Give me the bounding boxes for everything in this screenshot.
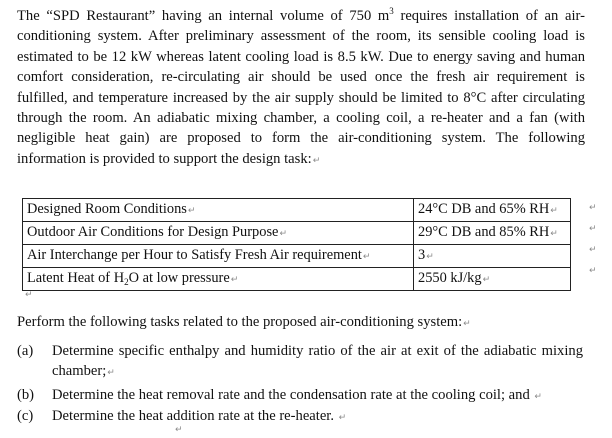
cell-mark-icon: ↵ xyxy=(230,275,239,285)
table-cell-value: 29°C DB and 85% RH↵ xyxy=(414,222,571,245)
task-text: Determine the heat addition rate at the re-heater. ↵ xyxy=(52,408,347,424)
empty-paragraph-mark-icon: ↵ xyxy=(25,290,33,300)
paragraph-mark-icon: ↵ xyxy=(107,368,115,378)
cubic-exponent: 3 xyxy=(389,6,394,16)
task-item-a xyxy=(17,341,583,383)
task-text: Determine specific enthalpy and humidity ratio of the air at exit of the adiabatic mixing chamber;↵ xyxy=(52,343,583,379)
row-end-mark-icon: ↵ xyxy=(589,203,597,213)
task-label: (c) xyxy=(17,408,34,424)
cell-mark-icon: ↵ xyxy=(279,229,287,239)
table-cell-label: Designed Room Conditions↵ xyxy=(23,199,414,222)
row-end-mark-icon: ↵ xyxy=(589,224,597,234)
table-cell-label: Outdoor Air Conditions for Design Purpose↵ xyxy=(23,222,414,245)
problem-statement xyxy=(17,6,585,171)
empty-paragraph-mark-icon: ↵ xyxy=(175,425,183,435)
table-cell-label: Air Interchange per Hour to Satisfy Fresh Air requirement↵ xyxy=(23,245,414,268)
cell-mark-icon: ↵ xyxy=(426,252,434,262)
tasks-intro: Perform the following tasks related to the proposed air-conditioning system:↵ xyxy=(17,314,471,330)
subscript-two: 2 xyxy=(124,277,129,287)
cell-mark-icon: ↵ xyxy=(550,206,558,216)
row-end-marks xyxy=(588,198,600,282)
statement-text-rest: requires installation of an air-conditioning system. After preliminary assessment of the room, its sensible cooling load is estimated to be 12 kW whereas latent cooling load is 8.5 kW. Due to energy saving and human comfort consideration, re-circulating air should be used once the fresh air requirement is fulfilled, and temperature increased by the air supply should be limited to 8°C after circulating through the room. An adiabatic mixing chamber, a cooling coil, a re-heater and a fan (with negligible heat gain) are proposed to form the air-conditioning system. The following information is provided to support the design task: xyxy=(17,8,585,167)
task-text: Determine the heat removal rate and the condensation rate at the cooling coil; and ↵ xyxy=(52,387,542,403)
paragraph-mark-icon: ↵ xyxy=(534,392,542,402)
table-row xyxy=(23,268,571,291)
paragraph-mark-icon: ↵ xyxy=(312,155,321,166)
design-info-table xyxy=(22,198,571,291)
cell-mark-icon: ↵ xyxy=(482,275,491,285)
task-label: (b) xyxy=(17,387,35,403)
row-end-mark-icon: ↵ xyxy=(589,266,597,276)
cell-mark-icon: ↵ xyxy=(550,229,558,239)
table-cell-value: 24°C DB and 65% RH↵ xyxy=(414,199,571,222)
table-row xyxy=(23,245,571,268)
table-row xyxy=(23,199,571,222)
cell-mark-icon: ↵ xyxy=(362,252,371,262)
paragraph-mark-icon: ↵ xyxy=(463,319,471,329)
paragraph-mark-icon: ↵ xyxy=(338,413,347,423)
row-end-mark-icon: ↵ xyxy=(589,245,597,255)
task-label: (a) xyxy=(17,343,34,359)
table-cell-value: 2550 kJ/kg↵ xyxy=(414,268,571,291)
statement-text-start: The “SPD Restaurant” having an internal volume of 750 m xyxy=(17,8,390,24)
table-cell-value: 3↵ xyxy=(414,245,571,268)
cell-mark-icon: ↵ xyxy=(187,206,196,216)
table-row xyxy=(23,222,571,245)
task-item-b xyxy=(17,385,583,407)
table-cell-label: Latent Heat of $H_2O$ at low pressure↵ xyxy=(23,268,414,291)
task-item-c xyxy=(17,406,583,428)
